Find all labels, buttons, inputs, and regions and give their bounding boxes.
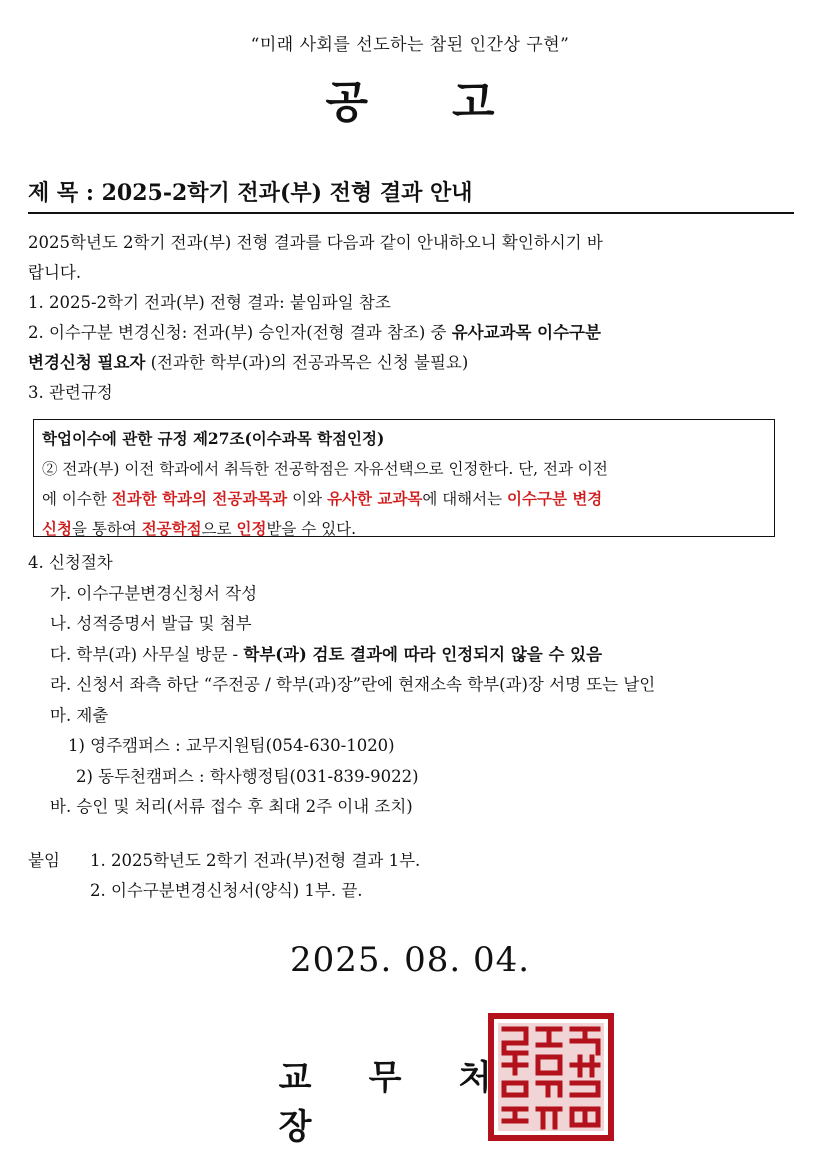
regulation-text: 을 통하여 — [71, 520, 142, 538]
item-2-emphasis: 유사교과목 이수구분 — [451, 323, 601, 342]
procedure-warning: 학부(과) 검토 결과에 따라 인정되지 않을 수 있음 — [243, 644, 603, 664]
official-seal-stamp — [488, 1013, 614, 1141]
regulation-highlight: 신청 — [42, 519, 72, 538]
regulation-text: 으로 — [201, 520, 237, 538]
attachment-line — [28, 876, 798, 906]
item-2-text: (전과한 학부(과)의 전공과목은 신청 불필요) — [145, 353, 469, 372]
procedure-step: 바. 승인 및 처리(서류 접수 후 최대 2주 이내 조치) — [50, 797, 413, 816]
regulation-highlight: 전과한 학과의 전공과목과 — [111, 489, 288, 508]
attachment-item: 1. 2025학년도 2학기 전과(부)전형 결과 1부. — [90, 851, 421, 870]
intro-line: 2025학년도 2학기 전과(부) 전형 결과를 다음과 같이 안내하오니 확인하시기 바 — [28, 233, 603, 252]
regulation-text: 에 대해서는 — [422, 490, 508, 508]
item-2-cont — [28, 348, 788, 378]
notice-heading-char: 고 — [452, 77, 495, 128]
issuer-char: 교 — [278, 1058, 312, 1098]
attachments — [28, 846, 798, 906]
regulation-highlight: 인정 — [236, 519, 267, 538]
attachment-label: 붙임 — [28, 851, 60, 870]
procedure-step: 가. 이수구분변경신청서 작성 — [50, 583, 258, 603]
procedure-step-text: 다. 학부(과) 사무실 방문 - — [50, 644, 244, 664]
procedure-step: 라. 신청서 좌측 하단 “주전공 / 학부(과)장”란에 현재소속 학부(과)장 서명 또는 날인 — [50, 675, 656, 694]
regulation-text: 에 이수한 — [42, 490, 112, 508]
slogan: “미래 사회를 선도하는 참된 인간상 구현” — [250, 35, 570, 55]
regulation-highlight: 이수구분 변경 — [507, 489, 603, 508]
submission-office: 2) 동두천캠퍼스 : 학사행정팀(031-839-9022) — [76, 766, 419, 786]
procedure-step: 마. 제출 — [50, 705, 109, 725]
item-2-text: 2. 이수구분 변경신청: 전과(부) 승인자(전형 결과 참조) 중 — [28, 323, 452, 342]
submission-office: 1) 영주캠퍼스 : 교무지원팀(054-630-1020) — [68, 736, 395, 755]
regulation-line — [42, 484, 766, 514]
attachment-item: 2. 이수구분변경신청서(양식) 1부. 끝. — [90, 881, 363, 900]
issue-date: 2025. 08. 04. — [289, 940, 531, 980]
intro-line: 랍니다. — [28, 263, 82, 282]
notice-body — [28, 228, 788, 408]
attachment-line — [28, 846, 798, 876]
issuer-char: 장 — [278, 1107, 312, 1147]
regulation-box — [33, 419, 775, 537]
procedure-step — [28, 640, 798, 671]
notice-heading-char: 공 — [325, 77, 368, 128]
regulation-highlight: 전공학점 — [141, 519, 202, 538]
item-2 — [28, 318, 788, 348]
item-3: 3. 관련규정 — [28, 383, 113, 402]
procedure-section — [28, 548, 798, 823]
issuer-char: 무 — [368, 1058, 402, 1098]
regulation-text: 이와 — [287, 490, 328, 508]
regulation-title: 학업이수에 관한 규정 제27조(이수과목 학점인정) — [42, 429, 385, 448]
regulation-text: 받을 수 있다. — [266, 520, 357, 538]
regulation-line — [42, 514, 766, 544]
procedure-title: 4. 신청절차 — [28, 553, 113, 572]
regulation-highlight: 유사한 교과목 — [327, 489, 423, 508]
procedure-step: 나. 성적증명서 발급 및 첨부 — [50, 614, 252, 633]
item-1: 1. 2025-2학기 전과(부) 전형 결과: 붙임파일 참조 — [28, 293, 391, 312]
item-2-emphasis: 변경신청 필요자 — [28, 353, 146, 372]
subject-title: 제 목 : 2025-2학기 전과(부) 전형 결과 안내 — [28, 176, 794, 214]
issuer-char: 처 — [458, 1058, 492, 1098]
regulation-line: ② 전과(부) 이전 학과에서 취득한 전공학점은 자유선택으로 인정한다. 단, 전과 이전 — [42, 460, 608, 478]
notice-heading — [0, 66, 820, 130]
